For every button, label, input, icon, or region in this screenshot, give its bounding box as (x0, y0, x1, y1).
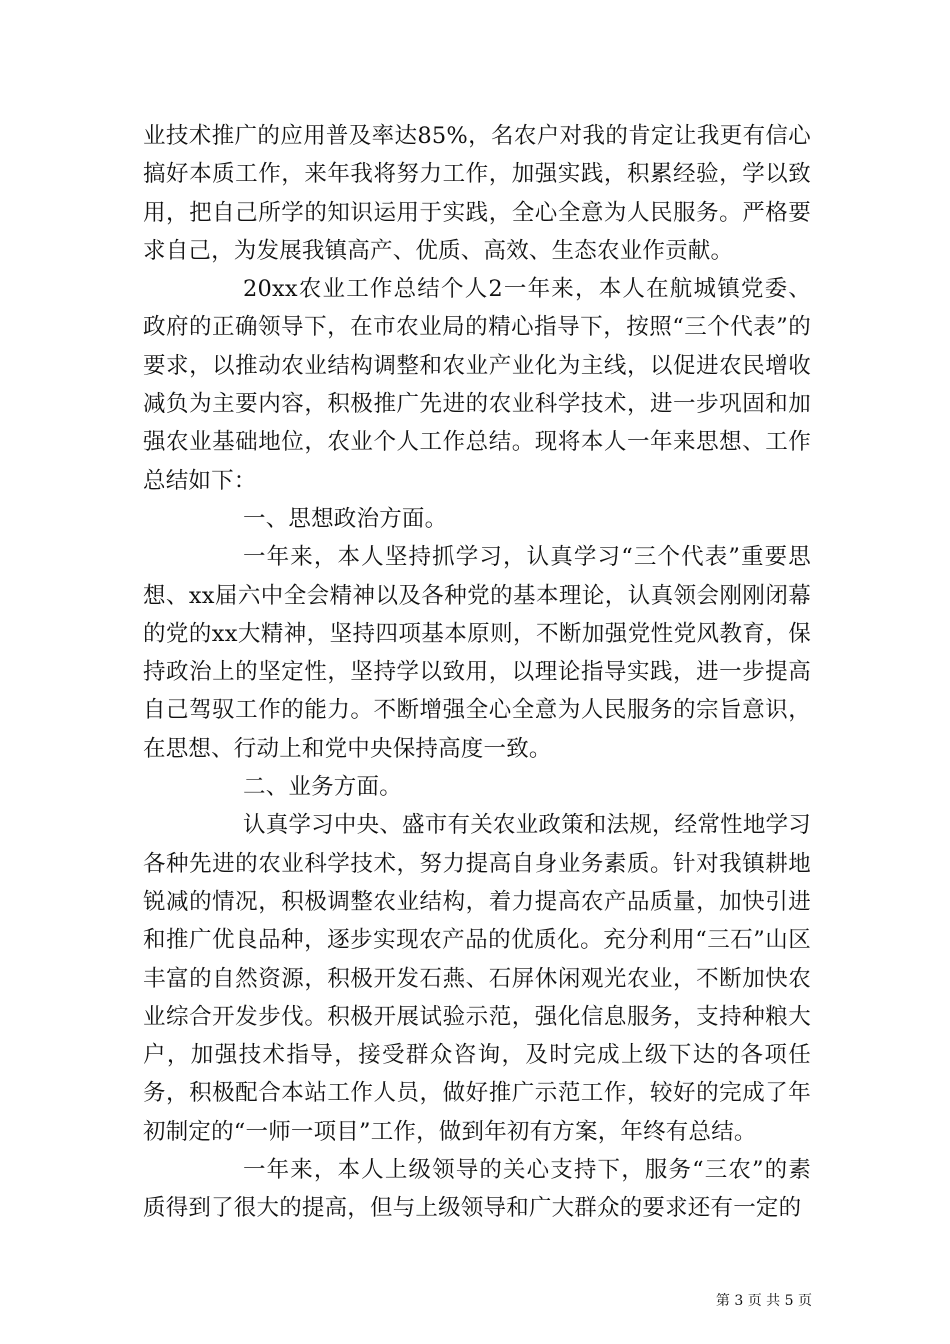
paragraph-5: 一年来，本人上级领导的关心支持下，服务“三农”的素质得到了很大的提高，但与上级领导和广大群众的要求还有一定的 (143, 1157, 811, 1222)
page-number-footer: 第 3 页 共 5 页 (715, 1293, 812, 1309)
paragraph-2: 20xx农业工作总结个人2一年来，本人在航城镇党委、政府的正确领导下，在市农业局的精心指导下，按照“三个代表”的要求，以推动农业结构调整和农业产业化为主线，以促进农民增收减负为主要内容，积极推广先进的农业科学技术，进一步巩固和加强农业基础地位，农业个人工作总结。现将本人一年来思想、工作总结如下： (143, 276, 811, 494)
section-heading-business: 二、业务方面。 (243, 774, 402, 801)
paragraph-1: 业技术推广的应用普及率达85%，名农户对我的肯定让我更有信心搞好本质工作，来年我将努力工作，加强实践，积累经验，学以致用，把自己所学的知识运用于实践，全心全意为人民服务。严格要求自己，为发展我镇高产、优质、高效、生态农业作贡献。 (143, 123, 811, 264)
document-body (143, 117, 811, 1228)
paragraph-4: 认真学习中央、盛市有关农业政策和法规，经常性地学习各种先进的农业科学技术，努力提高自身业务素质。针对我镇耕地锐减的情况，积极调整农业结构，着力提高农产品质量，加快引进和推广优良品种，逐步实现农产品的优质化。充分利用“三石”山区丰富的自然资源，积极开发石燕、石屏休闲观光农业，不断加快农业综合开发步伐。积极开展试验示范，强化信息服务，支持种粮大户，加强技术指导，接受群众咨询，及时完成上级下达的各项任务，积极配合本站工作人员，做好推广示范工作，较好的完成了年初制定的“一师一项目”工作，做到年初有方案，年终有总结。 (143, 812, 811, 1145)
section-heading-ideology: 一、思想政治方面。 (243, 505, 448, 532)
paragraph-3: 一年来，本人坚持抓学习，认真学习“三个代表”重要思想、xx届六中全会精神以及各种党的基本理论，认真领会刚刚闭幕的党的xx大精神，坚持四项基本原则，不断加强党性党风教育，保持政治上的坚定性，坚持学以致用，以理论指导实践，进一步提高自己驾驭工作的能力。不断增强全心全意为人民服务的宗旨意识，在思想、行动上和党中央保持高度一致。 (143, 544, 811, 762)
